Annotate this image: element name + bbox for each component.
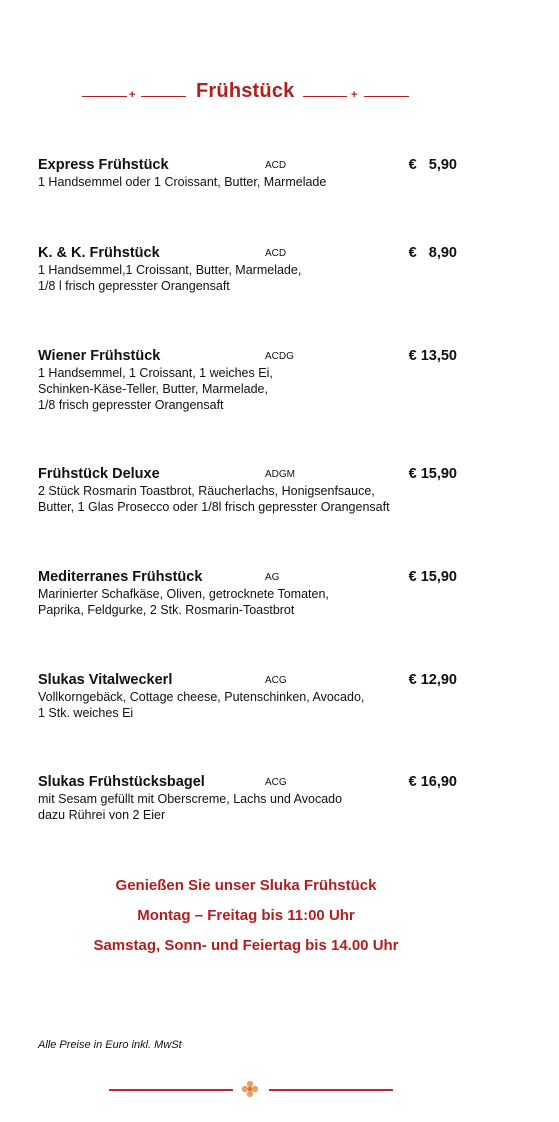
- ornament-line-right-1: [303, 96, 347, 97]
- ornament-plus-icon: +: [129, 89, 136, 101]
- item-name: Wiener Frühstück: [38, 348, 161, 364]
- description-line: 1 Stk. weiches Ei: [38, 706, 134, 720]
- description-line: Vollkorngebäck, Cottage cheese, Putenschinken, Avocado,: [38, 690, 365, 704]
- item-description: [38, 791, 342, 823]
- allergen-codes: ACG: [265, 675, 287, 686]
- item-price: € 12,90: [408, 672, 457, 688]
- description-line: Paprika, Feldgurke, 2 Stk. Rosmarin-Toastbrot: [38, 603, 295, 617]
- flower-icon: [241, 1080, 259, 1098]
- item-description: [38, 689, 364, 721]
- ornament-line-left-1: [82, 96, 127, 97]
- item-description: [38, 262, 301, 294]
- item-name: K. & K. Frühstück: [38, 245, 160, 261]
- item-price: € 16,90: [408, 774, 457, 790]
- item-name: Frühstück Deluxe: [38, 466, 160, 482]
- description-line: Marinierter Schafkäse, Oliven, getrocknete Tomaten,: [38, 587, 329, 601]
- item-name: Slukas Vitalweckerl: [38, 672, 173, 688]
- item-price: € 8,90: [408, 245, 457, 261]
- slogan-enjoy: Genießen Sie unser Sluka Frühstück: [115, 877, 377, 894]
- description-line: mit Sesam gefüllt mit Oberscreme, Lachs und Avocado: [38, 792, 343, 806]
- footer-line-right: [269, 1089, 393, 1091]
- item-description: [38, 174, 326, 190]
- item-price: € 15,90: [408, 569, 457, 585]
- item-description: [38, 483, 390, 515]
- description-line: dazu Rührei von 2 Eier: [38, 808, 166, 822]
- slogan-weekday-hours: Montag – Freitag bis 11:00 Uhr: [137, 907, 355, 924]
- description-line: Schinken-Käse-Teller, Butter, Marmelade,: [38, 382, 268, 396]
- item-description: [38, 586, 329, 618]
- allergen-codes: ACD: [265, 248, 287, 259]
- item-name: Slukas Frühstücksbagel: [38, 774, 205, 790]
- description-line: 1 Handsemmel oder 1 Croissant, Butter, Marmelade: [38, 175, 327, 189]
- description-line: Butter, 1 Glas Prosecco oder 1/8l frisch gepresster Orangensaft: [38, 500, 390, 514]
- allergen-codes: AG: [265, 572, 280, 583]
- allergen-codes: ADGM: [265, 469, 295, 480]
- item-price: € 15,90: [408, 466, 457, 482]
- ornament-line-right-2: [364, 96, 409, 97]
- description-line: 2 Stück Rosmarin Toastbrot, Räucherlachs, Honigsenfsauce,: [38, 484, 375, 498]
- description-line: 1 Handsemmel, 1 Croissant, 1 weiches Ei,: [38, 366, 273, 380]
- footer-line-left: [109, 1089, 233, 1091]
- ornament-line-left-2: [141, 96, 186, 97]
- description-line: 1/8 frisch gepresster Orangensaft: [38, 398, 224, 412]
- page-title: Frühstück: [196, 80, 295, 102]
- menu-header: [0, 80, 559, 106]
- price-footnote: Alle Preise in Euro inkl. MwSt: [38, 1039, 182, 1051]
- ornament-plus-icon: +: [351, 89, 358, 101]
- item-name: Express Frühstück: [38, 157, 169, 173]
- allergen-codes: ACDG: [265, 351, 294, 362]
- description-line: 1/8 l frisch gepresster Orangensaft: [38, 279, 230, 293]
- item-price: € 13,50: [408, 348, 457, 364]
- item-description: [38, 365, 273, 413]
- description-line: 1 Handsemmel,1 Croissant, Butter, Marmelade,: [38, 263, 302, 277]
- item-name: Mediterranes Frühstück: [38, 569, 203, 585]
- item-price: € 5,90: [408, 157, 457, 173]
- allergen-codes: ACD: [265, 160, 287, 171]
- allergen-codes: ACG: [265, 777, 287, 788]
- slogan-weekend-hours: Samstag, Sonn- und Feiertag bis 14.00 Uhr: [93, 937, 399, 954]
